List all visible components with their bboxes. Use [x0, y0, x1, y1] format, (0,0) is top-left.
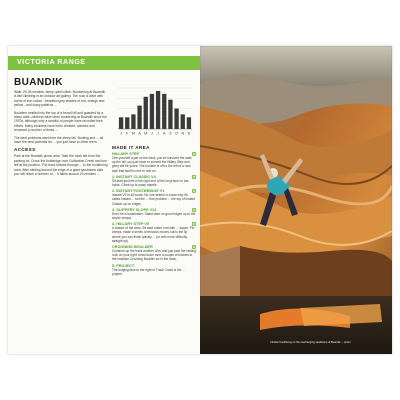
climbing-photo — [200, 46, 392, 354]
chart-tick-label: J — [151, 131, 153, 136]
route-name — [112, 152, 196, 156]
route-label: 2. INSTANT FOOTBRIDGE V1 — [112, 189, 165, 194]
star-icon: ★ — [192, 245, 196, 250]
route-name — [112, 245, 196, 249]
chart-tick-label: M — [131, 131, 135, 136]
star-icon: ★ — [192, 152, 196, 156]
chart-bar — [119, 117, 123, 129]
route-label: CROONING BOULDER — [112, 245, 153, 250]
route-name — [112, 222, 196, 226]
route-label: 3. SLIPPERY SLOPE V12 — [112, 207, 157, 212]
chart-tick-label: J — [157, 131, 159, 136]
chart-bar — [125, 117, 129, 129]
star-icon: ★ — [192, 222, 196, 227]
chart-tick-label: O — [175, 131, 178, 136]
route-description: Continue up the track another 40m and just past the visiting rock on your right, head down over a couple of bushes to the massive Crooning Boulder six in the track. — [112, 249, 196, 262]
route-name — [112, 189, 196, 193]
chart-bar — [131, 114, 135, 129]
route-label: HILLARY STEP — [112, 152, 140, 156]
star-icon: ★ — [192, 207, 196, 212]
chart-bar — [150, 94, 154, 129]
chart-tick-label: D — [187, 131, 191, 136]
chart-bar — [187, 117, 191, 129]
chart-bar — [162, 94, 166, 129]
access-paragraph: Park at the Buandik picnic area. Take the track left from the parking lot. Cross the footbridge over Cultivation Creek and turn left at the junction. The track follows through ... to the bouldering area. After skirting around the edge of a giant sandstone slab you will reach a number of ... It takes around 25 minutes ... — [14, 154, 108, 177]
route-name — [112, 208, 196, 212]
route-description: Don't be a bookmaker. Stand start on good edges up to the sloper crimps. — [112, 211, 196, 221]
chart-tick-label: M — [144, 131, 148, 136]
route-description: Instant V5 in sit boots. No one seems to know why it's called Instant ... but the ... fine problem ... the top of Instant Classic up on edges. — [112, 193, 196, 206]
route-name — [112, 175, 196, 179]
chart-tick-label: A — [138, 131, 141, 136]
chart-tick-label: N — [181, 131, 185, 136]
route-description: The bulging face to the right of Track Crack is the ... project. — [112, 267, 185, 276]
star-icon: ★ — [192, 174, 196, 179]
chart-bar — [181, 114, 185, 129]
intro-paragraph: Walk: 25-35 minutes, steep uphill climb. Bouldering at Buandik is like climbing in an outdoor art gallery. The rock is alive with swirls of iron colour - beautiful grey shades of red, orange and yellow - and crazy patterns ... — [14, 90, 106, 108]
route-label: 5. PROJECT — [112, 263, 135, 268]
chart-bar — [144, 97, 148, 129]
access-heading: ACCESS — [14, 147, 36, 153]
chart-bar — [174, 109, 178, 130]
chart-tick-label: J — [120, 131, 122, 136]
routes-column — [112, 142, 196, 352]
chart-tick-label: A — [163, 131, 166, 136]
region-title: VICTORIA RANGE — [17, 59, 86, 66]
region-header-bar — [8, 56, 200, 70]
chart-bar — [168, 100, 172, 129]
route-description: Sit start just left of the right end of the long face on low holds. Climb up to crazy mantle. — [112, 178, 189, 188]
text-page — [8, 46, 200, 354]
book-spread — [8, 46, 392, 354]
description-column — [14, 90, 108, 352]
climate-bar-chart — [116, 86, 194, 136]
history-paragraph: Boulders nestled into the top of a broad hill and guarded by a steep walk, climbers have been bouldering at Buandik since the 1970s, although only a handful of people have recorded their efforts. Many boulders have been climbed, claimed and renamed a number of times ... — [14, 110, 107, 133]
chart-tick-label: S — [169, 131, 172, 136]
chart-bar — [156, 91, 160, 129]
problems-paragraph: The best problems start from the steep fall. Bootleg and ... all have the best potential for ... you just have to climb them. — [14, 135, 104, 145]
photo-caption: Climber bouldering on the overhanging sandstone of Buandik ... photo — [270, 341, 351, 344]
sector-heading: MADE IT AREA — [112, 145, 150, 150]
route-description: One yourself a pat on the back, you've survived the walk up the hill, you just have to summit the Hillary Step and glory will be yours. The boulder is off to the left of a rock slab that itself is nice to rest on. — [112, 156, 192, 173]
route-list — [112, 152, 196, 276]
route-label: 1. INSTANT CLASSIC V4 — [112, 174, 156, 179]
route-name — [112, 264, 196, 268]
route-description: A classic of the area. Sit start under roof with ... sloper. Pin crimps, make a series of tenuous moves out to the lip where you can finish quickly ... (or with more difficulty straight up). — [112, 226, 195, 243]
boulder-photo-illustration — [200, 46, 392, 354]
star-icon: ★ — [192, 189, 196, 194]
area-title: BUANDIK — [14, 77, 63, 88]
chart-tick-label: F — [126, 131, 129, 136]
chart-bar — [137, 106, 141, 129]
route-label: 4. HILLARY STEP V5 — [112, 222, 150, 227]
